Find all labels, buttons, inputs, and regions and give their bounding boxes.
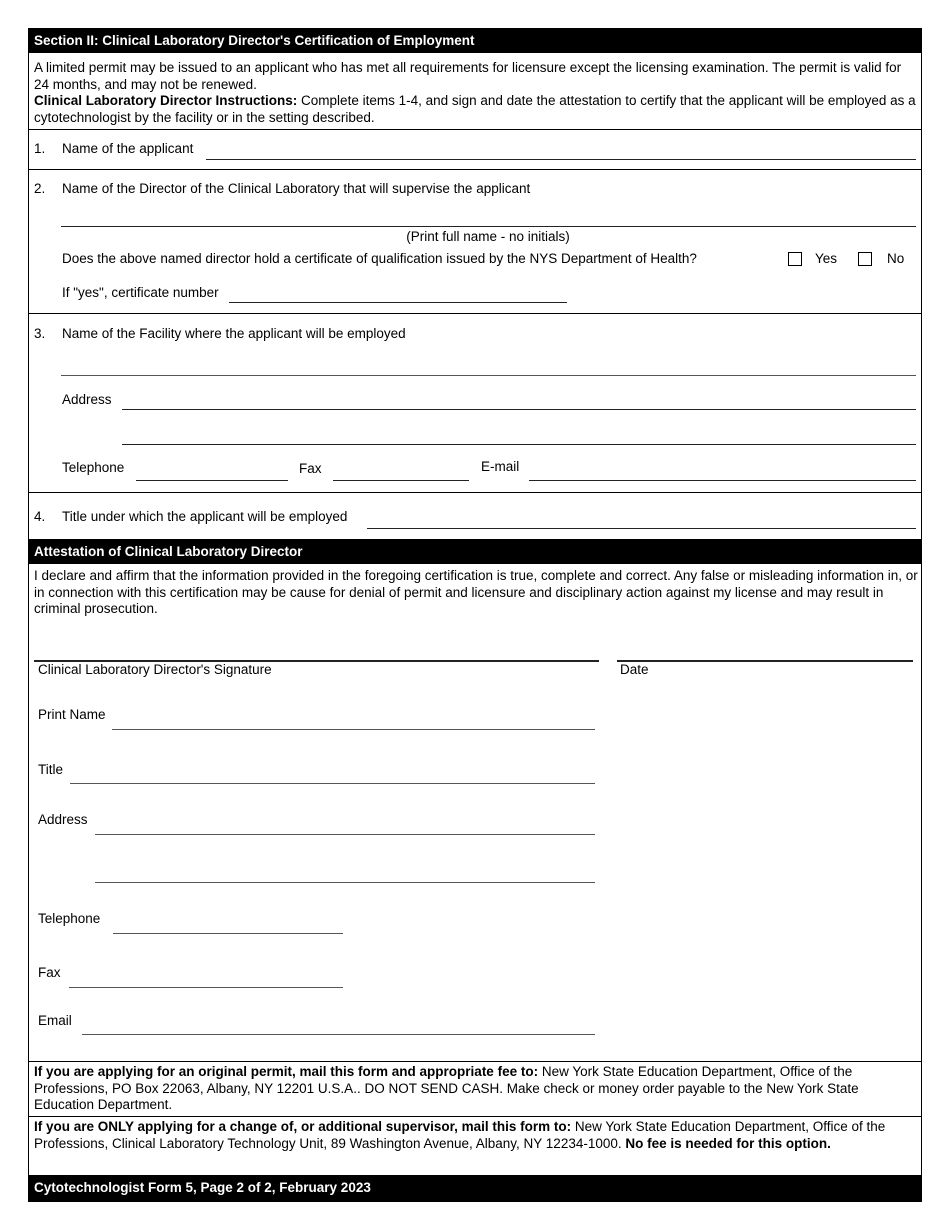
cert-number-field[interactable]: [229, 302, 567, 303]
director-fax-field[interactable]: [69, 987, 343, 988]
item4-label: Title under which the applicant will be employed: [62, 509, 348, 524]
facility-name-field[interactable]: [61, 375, 916, 376]
item3-number: 3.: [34, 326, 46, 341]
print-name-label: Print Name: [38, 707, 106, 722]
divider: [28, 492, 922, 493]
item2-label: Name of the Director of the Clinical Laboratory that will supervise the applicant: [62, 181, 531, 196]
director-address-field-2[interactable]: [95, 882, 595, 883]
cert-number-label: If "yes", certificate number: [62, 285, 219, 300]
divider: [28, 1116, 922, 1117]
director-email-label: Email: [38, 1013, 72, 1028]
divider: [28, 313, 922, 314]
director-telephone-label: Telephone: [38, 911, 101, 926]
yes-label: Yes: [815, 251, 838, 266]
no-label: No: [887, 251, 905, 266]
certificate-question: Does the above named director hold a certificate of qualification issued by the NYS Department of Health?: [62, 251, 697, 266]
signature-label: Clinical Laboratory Director's Signature: [38, 662, 272, 677]
intro-text: A limited permit may be issued to an applicant who has met all requirements for licensure except the licensing examination. The permit is valid for 24 months, and may not be renewed.: [34, 60, 902, 92]
item3-label: Name of the Facility where the applicant will be employed: [62, 326, 406, 341]
facility-address-field-2[interactable]: [122, 444, 916, 445]
facility-email-label: E-mail: [481, 459, 520, 474]
date-field[interactable]: [617, 660, 913, 662]
facility-telephone-label: Telephone: [62, 460, 125, 475]
instructions-text: Complete items 1-4, and sign and date the attestation to certify that the applicant will be employed as a cytotechnologist by the facility or in the setting described.: [34, 93, 916, 125]
facility-fax-label: Fax: [299, 461, 322, 476]
facility-address-field[interactable]: [122, 409, 916, 410]
section-intro: [34, 60, 918, 126]
item2-number: 2.: [34, 181, 46, 196]
divider: [28, 129, 922, 130]
change-supervisor-address: New York State Education Department, Office of the Professions, Clinical Laboratory Technology Unit, 89 Washington Avenue, Albany, NY 12234-1000.: [34, 1119, 886, 1151]
director-address-field[interactable]: [95, 834, 595, 835]
facility-email-field[interactable]: [529, 480, 916, 481]
director-name-field[interactable]: [61, 226, 916, 227]
applicant-title-field[interactable]: [367, 528, 916, 529]
section-header: Section II: Clinical Laboratory Director's Certification of Employment: [28, 28, 922, 53]
divider: [28, 1061, 922, 1062]
attestation-header: Attestation of Clinical Laboratory Director: [28, 539, 922, 564]
no-checkbox[interactable]: [858, 252, 872, 266]
director-fax-label: Fax: [38, 965, 61, 980]
divider: [28, 169, 922, 170]
director-telephone-field[interactable]: [113, 933, 343, 934]
facility-telephone-field[interactable]: [136, 480, 288, 481]
print-name-hint: (Print full name - no initials): [406, 229, 570, 244]
applicant-name-field[interactable]: [206, 159, 916, 160]
director-email-field[interactable]: [82, 1034, 595, 1035]
no-fee-note: No fee is needed for this option.: [625, 1135, 831, 1151]
change-supervisor-mailing: [34, 1119, 918, 1152]
item4-number: 4.: [34, 509, 46, 524]
item1-label: Name of the applicant: [62, 141, 194, 156]
director-address-label: Address: [38, 812, 88, 827]
original-permit-mailing: [34, 1064, 918, 1114]
print-name-field[interactable]: [112, 729, 595, 730]
title-field[interactable]: [70, 783, 595, 784]
change-supervisor-heading: If you are ONLY applying for a change of, or additional supervisor, mail this form to:: [34, 1119, 572, 1134]
facility-fax-field[interactable]: [333, 480, 469, 481]
title-label: Title: [38, 762, 64, 777]
facility-address-label: Address: [62, 392, 112, 407]
attestation-text: I declare and affirm that the information provided in the foregoing certification is true, complete and correct. Any false or misleading information in, or in connection with this certification may be cause for denial of permit and licensure and disciplinary action against my license and may result in criminal prosecution.: [34, 568, 918, 616]
original-permit-heading: If you are applying for an original permit, mail this form and appropriate fee to:: [34, 1064, 539, 1079]
instructions-label: Clinical Laboratory Director Instructions:: [34, 93, 298, 108]
item1-number: 1.: [34, 141, 46, 156]
yes-checkbox[interactable]: [788, 252, 802, 266]
form-footer: Cytotechnologist Form 5, Page 2 of 2, February 2023: [28, 1175, 922, 1202]
original-permit-address: New York State Education Department, Office of the Professions, PO Box 22063, Albany, NY 12201 U.S.A.. DO NOT SEND CASH. Make check or money order payable to the New York State Education Department.: [34, 1064, 859, 1112]
date-label: Date: [620, 662, 649, 677]
